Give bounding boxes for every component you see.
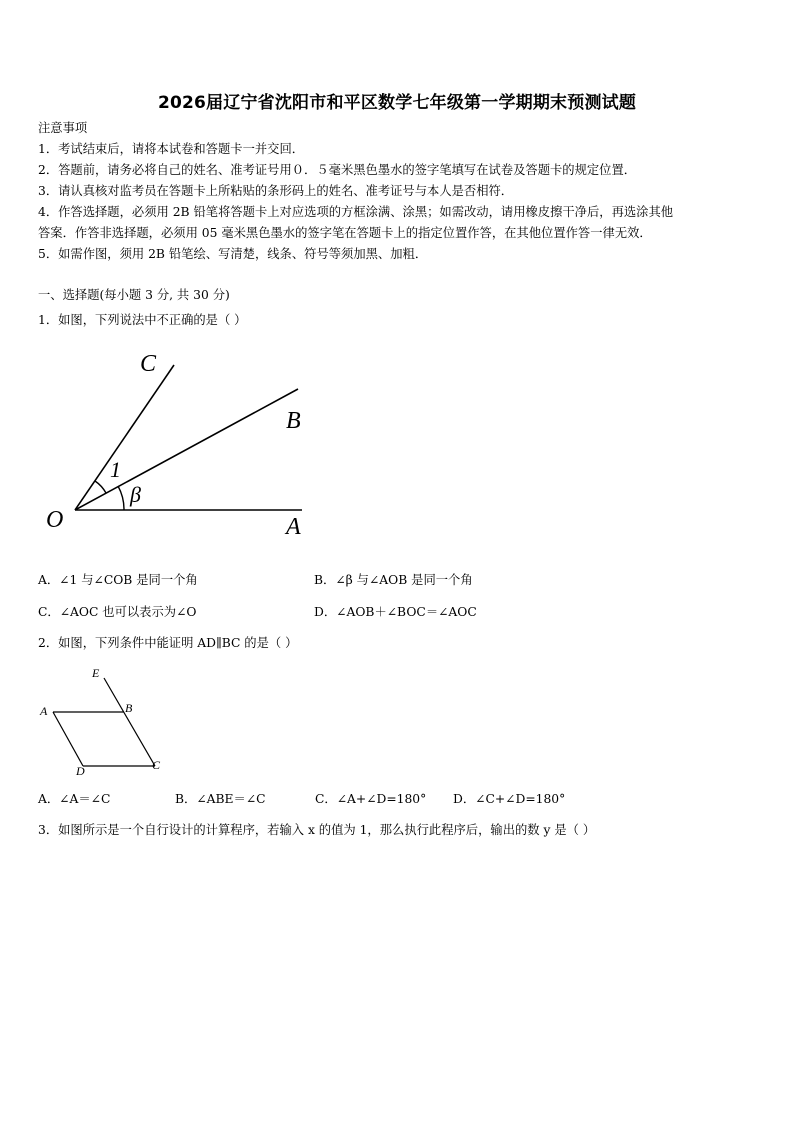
label-b: B bbox=[125, 701, 133, 715]
q1-option-a: A．∠1 与∠COB 是同一个角 bbox=[38, 573, 198, 587]
label-beta: β bbox=[130, 482, 141, 507]
label-b: B bbox=[286, 408, 301, 434]
arc-beta bbox=[118, 486, 124, 510]
ray-ob bbox=[75, 389, 298, 510]
label-d: D bbox=[76, 764, 85, 778]
page-title: 2026届辽宁省沈阳市和平区数学七年级第一学期期末预测试题 bbox=[157, 93, 637, 113]
notice-item: 1．考试结束后，请将本试卷和答题卡一并交回． bbox=[38, 142, 305, 156]
q2-option-d: D．∠C+∠D=180° bbox=[453, 792, 566, 806]
label-angle-1: 1 bbox=[110, 457, 121, 482]
q1-option-b: B．∠β 与∠AOB 是同一个角 bbox=[314, 573, 473, 587]
label-c: C bbox=[140, 351, 157, 377]
label-a: A bbox=[40, 704, 48, 718]
q2-option-a: A．∠A＝∠C bbox=[38, 792, 111, 806]
question-1-stem: 1．如图，下列说法中不正确的是（ ） bbox=[38, 313, 247, 327]
notice-item: 5．如需作图，须用 2B 铅笔绘、写清楚，线条、符号等须加黑、加粗． bbox=[38, 247, 428, 261]
q2-option-c: C．∠A+∠D=180° bbox=[315, 792, 427, 806]
label-o: O bbox=[46, 507, 64, 533]
notice-item: 3．请认真核对监考员在答题卡上所粘贴的条形码上的姓名、准考证号与本人是否相符． bbox=[38, 184, 514, 198]
label-e: E bbox=[92, 666, 100, 680]
angle-figure bbox=[40, 345, 330, 545]
notice-item: 2．答题前，请务必将自己的姓名、准考证号用０．５毫米黑色墨水的签字笔填写在试卷及答题卡的规定位置． bbox=[38, 163, 637, 177]
label-a: A bbox=[286, 514, 301, 540]
section-heading: 一、选择题(每小题 3 分, 共 30 分) bbox=[38, 288, 230, 302]
question-3-stem: 3．如图所示是一个自行设计的计算程序，若输入 x 的值为 1，那么执行此程序后，输出的数 y 是（ ） bbox=[38, 823, 596, 837]
ray-oc bbox=[75, 365, 174, 510]
parallelogram-figure bbox=[36, 662, 166, 780]
q1-option-c: C．∠AOC 也可以表示为∠O bbox=[38, 605, 197, 619]
notice-item: 答案．作答非选择题，必须用 05 毫米黑色墨水的签字笔在答题卡上的指定位置作答，在其他位置作答一律无效． bbox=[38, 226, 652, 240]
q2-option-b: B．∠ABE＝∠C bbox=[175, 792, 266, 806]
arc-angle-1 bbox=[95, 481, 106, 493]
notice-heading: 注意事项 bbox=[38, 121, 88, 135]
label-c: C bbox=[152, 758, 161, 772]
segment-ad bbox=[53, 712, 83, 766]
question-2-stem: 2．如图，下列条件中能证明 AD∥BC 的是（ ） bbox=[38, 636, 298, 650]
q1-option-d: D．∠AOB＋∠BOC＝∠AOC bbox=[314, 605, 477, 619]
notice-item: 4．作答选择题，必须用 2B 铅笔将答题卡上对应选项的方框涂满、涂黑；如需改动，请用橡皮擦干净后，再选涂其他 bbox=[38, 205, 674, 219]
line-ebc bbox=[104, 678, 155, 766]
